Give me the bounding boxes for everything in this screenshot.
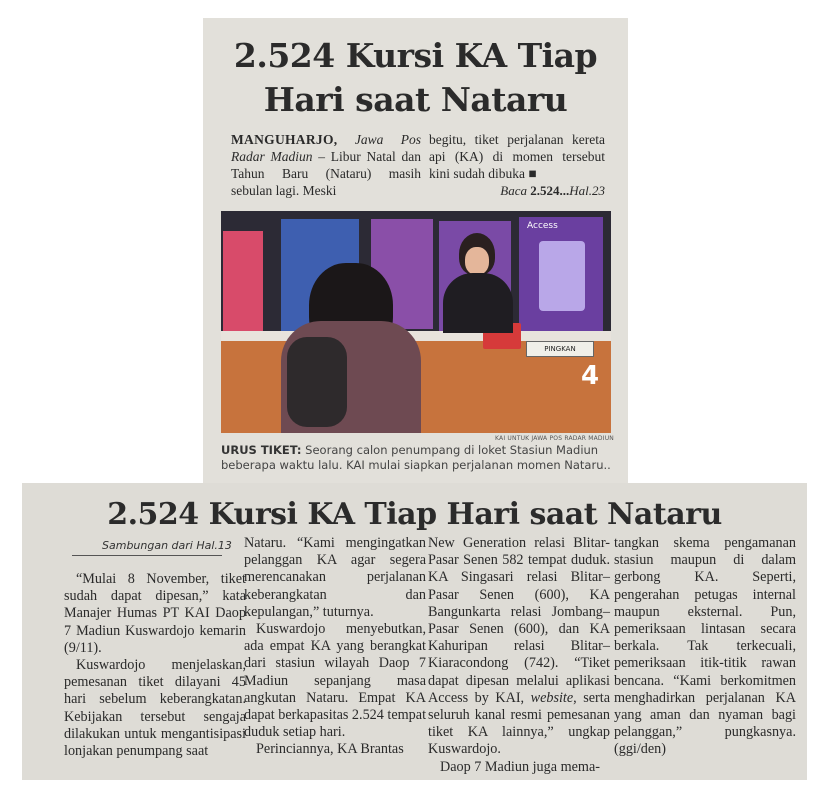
front-headline-line2: Hari saat Nataru [263,80,568,119]
front-headline [203,34,628,122]
access-sign: Access [527,221,558,231]
counter-number: 4 [581,361,600,391]
pingkan-sign: PINGKAN [526,341,594,357]
paragraph: Kuswardojo menyebutkan, ada empat KA yang berangkat dari stasiun wilayah Daop 7 Madiun sepanjang masa angkutan Nataru. Empat KA dapat berkapasitas 2.524 tempat duduk setiap hari. [244,621,427,741]
lead-column-left [231,131,421,199]
paragraph: Kuswardojo menjelaskan, pemesanan tiket dilayani 45 hari sebelum keberangkatan. Kebijakan tersebut sengaja dilakukan untuk mengantisipasi lonjakan penumpang saat [64,657,246,760]
lead-text-right: begitu, tiket perjalanan kereta api (KA) di momen tersebut kini sudah dibuka [429,132,605,181]
photo-caption [221,443,613,473]
body-column-4 [614,535,796,759]
sambungan-label: Sambungan dari Hal.13 [102,539,232,552]
caption-label: URUS TIKET: [221,443,302,457]
continue-reference[interactable]: Baca 2.524...Hal.23 [500,183,605,198]
lead-column-right [429,131,605,199]
photo-credit: KAI UNTUK JAWA POS RADAR MADIUN [495,435,614,442]
source-name: Jawa Pos Radar Madiun [231,132,422,164]
lead-text-left: – Libur Natal dan Tahun Baru (Nataru) masih sebulan lagi. Meski [231,149,421,198]
paragraph: Daop 7 Madiun juga mema- [440,758,600,775]
body-column-1 [64,571,246,760]
body-column-2 [244,535,426,759]
end-mark: ■ [528,166,537,181]
paragraph: Perinciannya, KA Brantas [256,741,404,758]
article-continuation-clip [22,483,807,780]
dateline: MANGUHARJO, [231,132,338,147]
article-front-clip [203,18,628,488]
news-photo [221,211,611,433]
author-signature: (ggi/den) [614,741,667,758]
paragraph: Nataru. “Kami mengingatkan pelanggan KA agar segera merencanakan perjalanan keberangkatan dan kepulangan,” tuturnya. [244,535,426,620]
body-column-3 [428,535,610,776]
paragraph: New Generation relasi Blitar-Pasar Senen 582 tempat duduk. KA Singasari relasi Blitar–Pasar Senen (600), KA Bangunkarta relasi Jombang–Pasar Senen (600), dan KA Kahuripan relasi Blitar–Kiaracondong (742). “Tiket dapat dipesan melalui aplikasi Access by KAI, website, serta seluruh kanal resmi pemesanan tiket KA lainnya,” ungkap Kuswardojo. [428,535,610,758]
caption-text: Seorang calon penumpang di loket Stasiun Madiun beberapa waktu lalu. KAI mulai siapkan perjalanan momen Nataru.. [221,443,611,472]
front-headline-line1: 2.524 Kursi KA Tiap [233,36,598,75]
paragraph: “Mulai 8 November, tiket sudah dapat dipesan,” kata Manajer Humas PT KAI Daop 7 Madiun Kuswardojo kemarin (9/11). [64,571,246,656]
divider [72,555,222,556]
paragraph: tangkan skema pengamanan stasiun maupun di dalam gerbong KA. Seperti, pengerahan petugas internal maupun eksternal. Pun, pemeriksaan lintasan secara berkala. Tak terkecuali, pemeriksaan itik-titik rawan bencana. “Kami berkomitmen menghadirkan perjalanan KA yang aman dan nyaman bagi pelanggan,” pungkasnya. (ggi/den) [614,535,796,758]
continuation-headline: 2.524 Kursi KA Tiap Hari saat Nataru [107,497,722,532]
